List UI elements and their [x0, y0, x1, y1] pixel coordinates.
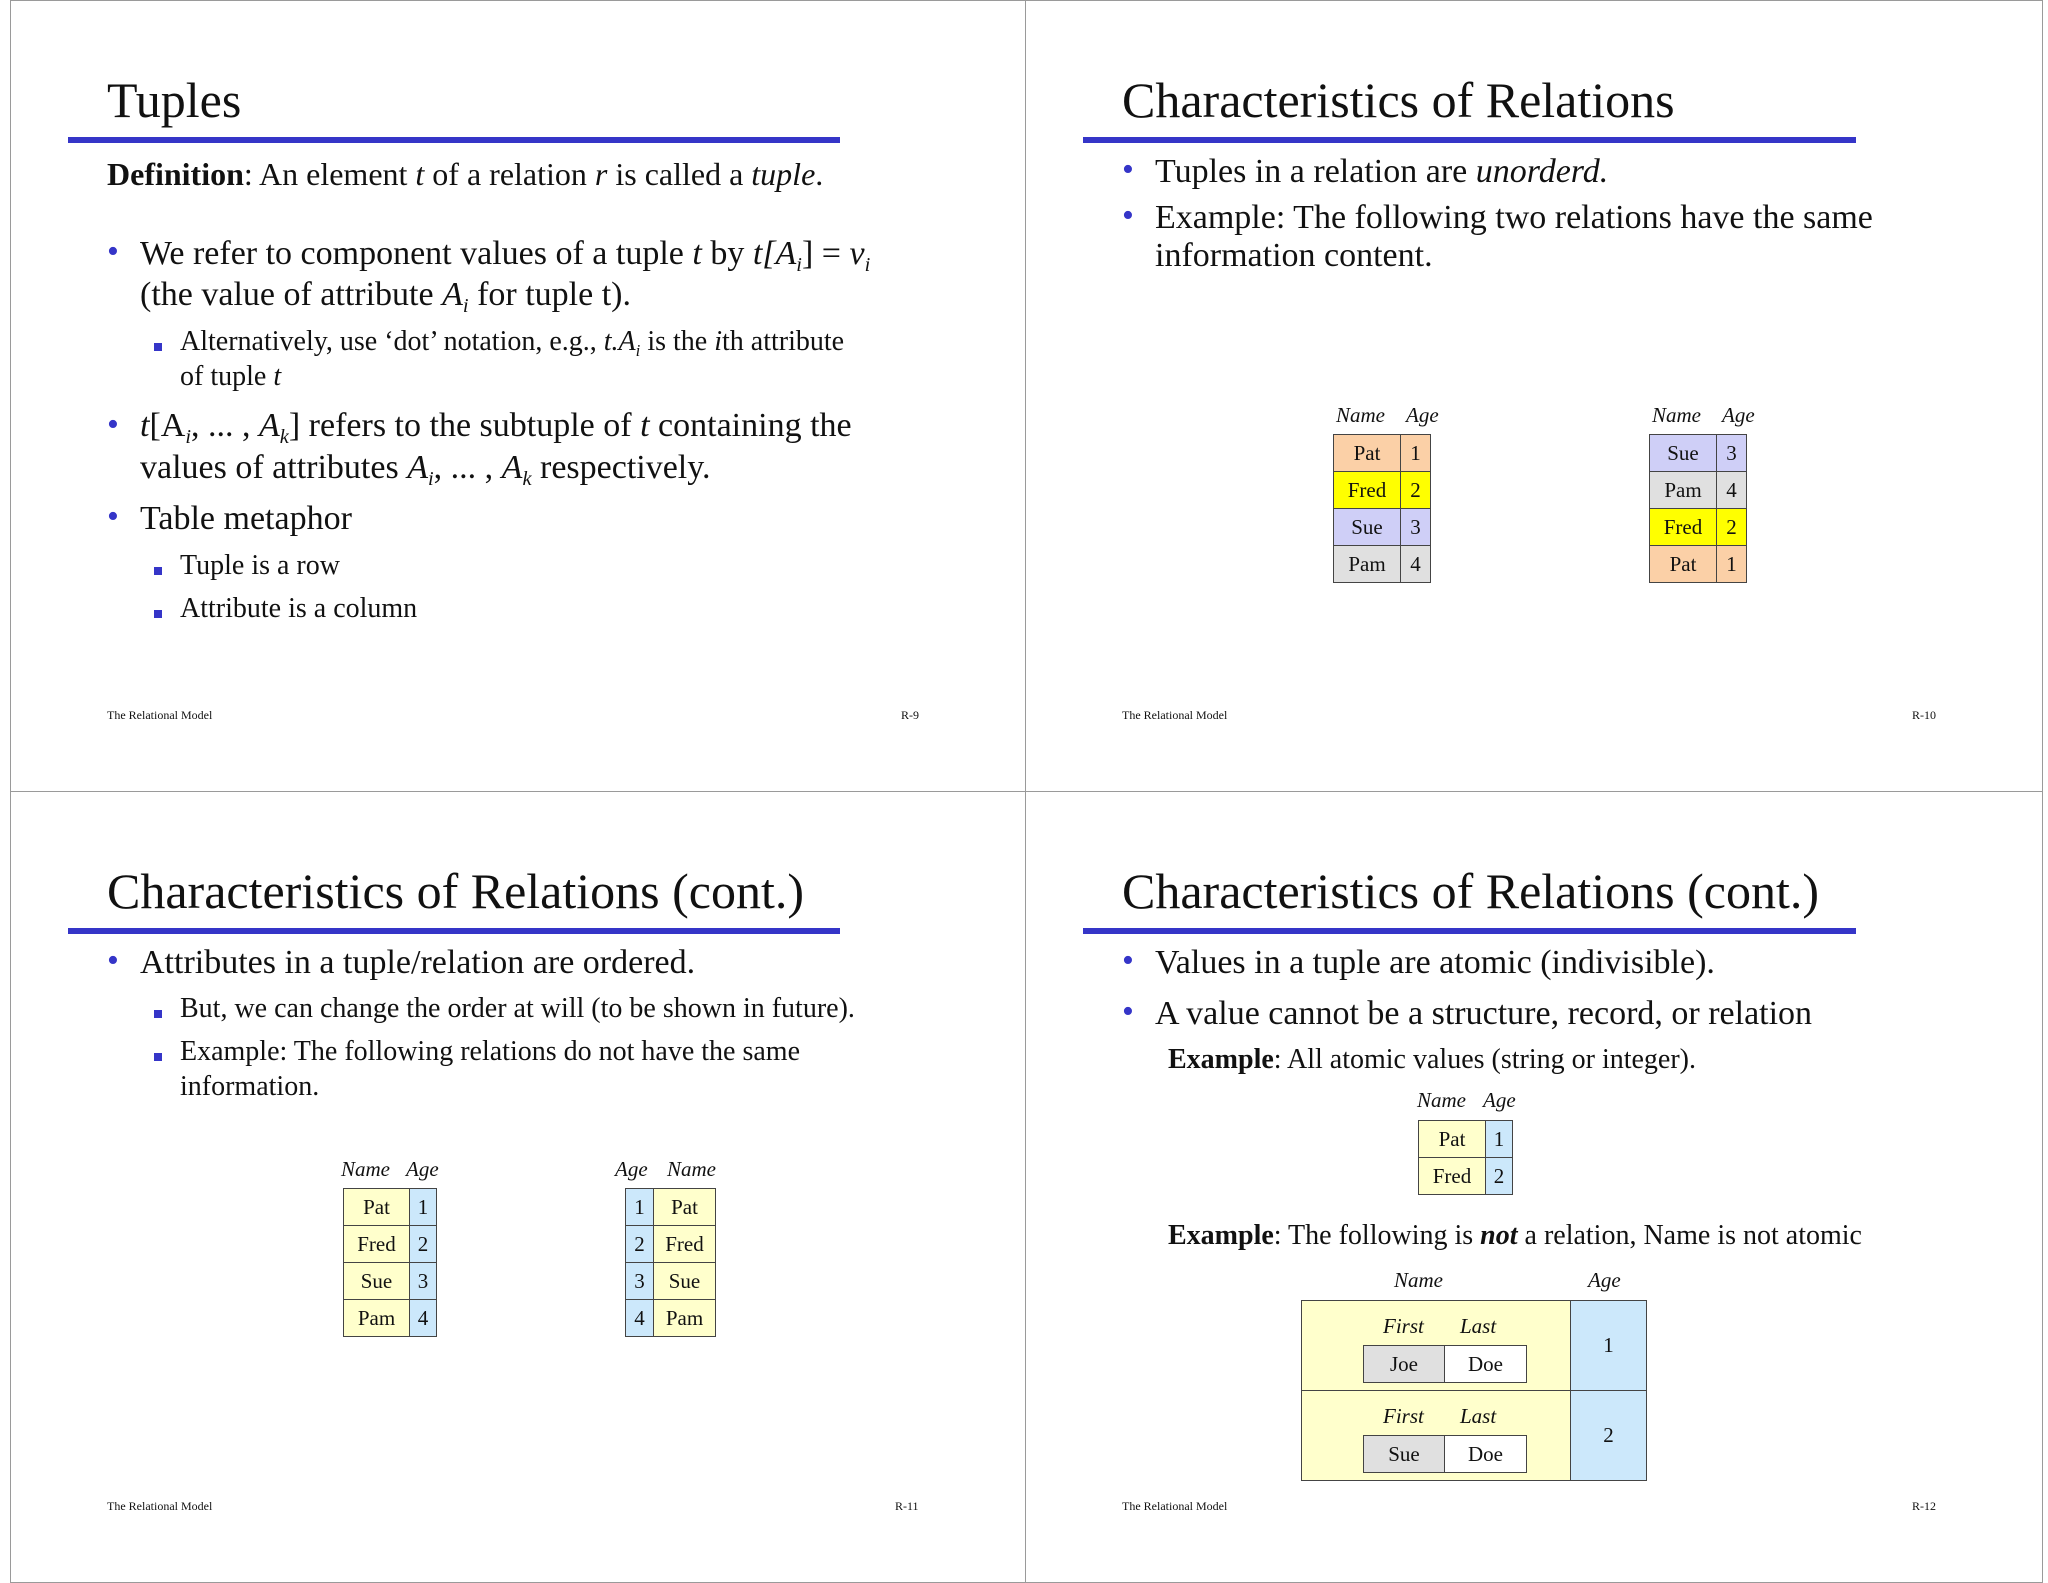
column-header-last: Last	[1460, 1314, 1497, 1338]
bullet-icon: •	[1122, 151, 1134, 188]
table-cell: 3	[1716, 434, 1747, 472]
slide-title: Characteristics of Relations (cont.)	[107, 863, 804, 919]
square-bullet-icon	[154, 610, 162, 618]
footer-title: The Relational Model	[1122, 708, 1228, 722]
definition-label: Definition	[107, 156, 244, 192]
table-cell: Fred	[343, 1225, 410, 1263]
column-header-age: Age	[406, 1157, 439, 1181]
sub-bullet-text: Alternatively, use ‘dot’ notation, e.g., $t.A_i$ is the ith attribute	[180, 326, 845, 360]
bullet-text: Example: The following two relations have the same	[1155, 199, 1873, 236]
table-cell: 1	[625, 1188, 654, 1226]
sub-bullet-text: information.	[180, 1071, 320, 1102]
column-header-name: Name	[1336, 403, 1385, 427]
column-header-name: Name	[1394, 1268, 1443, 1292]
bullet-text: values of attributes $A_i$, ... , $A_k$ respectively.	[140, 449, 711, 491]
bullet-text: We refer to component values of a tuple t by $t[A_i] = v_i$	[140, 235, 871, 277]
square-bullet-icon	[154, 567, 162, 575]
table-cell: 2	[1570, 1390, 1647, 1481]
table-cell: 2	[1716, 508, 1747, 546]
column-header-first: First	[1383, 1404, 1424, 1428]
column-header-last: Last	[1460, 1404, 1497, 1428]
example-line: Example: All atomic values (string or integer).	[1168, 1044, 1697, 1075]
table-cell: Doe	[1444, 1345, 1527, 1383]
table-cell: 2	[1400, 471, 1431, 509]
title-rule	[68, 137, 840, 143]
bullet-text: Table metaphor	[140, 500, 352, 537]
sub-bullet-text: Attribute is a column	[180, 593, 418, 624]
table-cell: 2	[409, 1225, 437, 1263]
bullet-icon: •	[107, 498, 119, 535]
table-cell: Fred	[1418, 1157, 1486, 1195]
column-header-age: Age	[1483, 1088, 1516, 1112]
bullet-icon: •	[1122, 993, 1134, 1030]
example-line: Example: The following is not a relation, Name is not atomic	[1168, 1220, 1862, 1251]
slide-r9	[10, 0, 1026, 792]
column-header-age: Age	[1722, 403, 1755, 427]
table-cell: 4	[1400, 545, 1431, 583]
table-cell: Pam	[1649, 471, 1717, 509]
table-cell: Fred	[1333, 471, 1401, 509]
table-cell: Pat	[1418, 1120, 1486, 1158]
page-number: R-9	[901, 708, 919, 722]
table-cell: Fred	[1649, 508, 1717, 546]
table-cell: Pat	[1333, 434, 1401, 472]
bullet-icon: •	[107, 233, 119, 270]
sub-bullet-text: But, we can change the order at will (to be shown in future).	[180, 993, 855, 1024]
square-bullet-icon	[154, 1010, 162, 1018]
footer-title: The Relational Model	[107, 708, 213, 722]
table-cell: Joe	[1363, 1345, 1445, 1383]
table-cell: 2	[1485, 1157, 1513, 1195]
bullet-text: $t[A_i$, ... , $A_k$] refers to the subtuple of t containing the	[140, 407, 852, 449]
table-cell: Sue	[1363, 1435, 1445, 1473]
table-cell: 1	[1400, 434, 1431, 472]
table-cell: Pam	[1333, 545, 1401, 583]
bullet-text: A value cannot be a structure, record, or relation	[1155, 995, 1813, 1032]
footer-title: The Relational Model	[1122, 1499, 1228, 1513]
column-header-name: Name	[1417, 1088, 1466, 1112]
slide-title: Characteristics of Relations (cont.)	[1122, 863, 1819, 919]
bullet-icon: •	[107, 942, 119, 979]
column-header-first: First	[1383, 1314, 1424, 1338]
definition-line: Definition: An element t of a relation r is called a tuple.	[107, 156, 824, 192]
bullet-text: Tuples in a relation are unorderd.	[1155, 153, 1609, 190]
title-rule	[1083, 928, 1856, 934]
table-cell: Pat	[653, 1188, 716, 1226]
column-header-name: Name	[667, 1157, 716, 1181]
bullet-text: Attributes in a tuple/relation are ordered.	[140, 944, 696, 981]
title-rule	[68, 928, 840, 934]
bullet-icon: •	[1122, 942, 1134, 979]
table-cell: Sue	[343, 1262, 410, 1300]
square-bullet-icon	[154, 1053, 162, 1061]
square-bullet-icon	[154, 343, 162, 351]
slide-title: Characteristics of Relations	[1122, 72, 1675, 128]
bullet-text: information content.	[1155, 237, 1433, 274]
table-cell: 3	[409, 1262, 437, 1300]
table-cell: 4	[409, 1299, 437, 1337]
slide-r10	[1025, 0, 2043, 792]
bullet-text: Values in a tuple are atomic (indivisible).	[1155, 944, 1715, 981]
page-number: R-11	[895, 1499, 919, 1513]
bullet-icon: •	[1122, 197, 1134, 234]
column-header-name: Name	[341, 1157, 390, 1181]
bullet-text: (the value of attribute $A_i$ for tuple t).	[140, 276, 631, 318]
page-number: R-10	[1912, 708, 1936, 722]
table-cell: Pat	[343, 1188, 410, 1226]
footer-title: The Relational Model	[107, 1499, 213, 1513]
table-cell: 1	[1485, 1120, 1513, 1158]
slide-r11	[10, 791, 1026, 1583]
table-cell: Sue	[653, 1262, 716, 1300]
column-header-age: Age	[615, 1157, 648, 1181]
table-cell: Sue	[1649, 434, 1717, 472]
table-cell: 2	[625, 1225, 654, 1263]
table-cell: 1	[1570, 1300, 1647, 1391]
table-cell: 4	[1716, 471, 1747, 509]
table-cell: 1	[409, 1188, 437, 1226]
column-header-name: Name	[1652, 403, 1701, 427]
slide-title: Tuples	[107, 72, 242, 128]
table-cell: Pam	[343, 1299, 410, 1337]
column-header-age: Age	[1588, 1268, 1621, 1292]
table-cell: 1	[1716, 545, 1747, 583]
table-cell: Pat	[1649, 545, 1717, 583]
sub-bullet-text: Tuple is a row	[180, 550, 340, 581]
column-header-age: Age	[1406, 403, 1439, 427]
page-number: R-12	[1912, 1499, 1936, 1513]
table-cell: Sue	[1333, 508, 1401, 546]
title-rule	[1083, 137, 1856, 143]
bullet-icon: •	[107, 406, 119, 443]
table-cell: 3	[1400, 508, 1431, 546]
table-cell: Fred	[653, 1225, 716, 1263]
table-cell: Pam	[653, 1299, 716, 1337]
table-cell: 3	[625, 1262, 654, 1300]
sub-bullet-text: Example: The following relations do not have the same	[180, 1036, 800, 1067]
table-cell: Doe	[1444, 1435, 1527, 1473]
slide-r12	[1025, 791, 2043, 1583]
sub-bullet-text: of tuple t	[180, 361, 282, 392]
table-cell: 4	[625, 1299, 654, 1337]
